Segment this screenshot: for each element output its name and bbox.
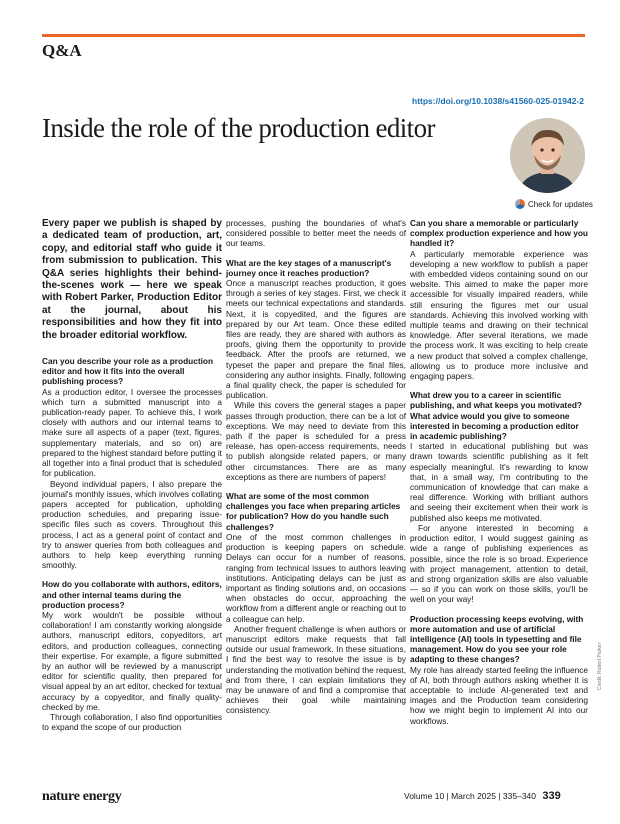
section-label: Q&A	[42, 41, 82, 60]
answer-paragraph: While this covers the general stages a paper passes through production, there can be a lot of exceptions. We may need to deviate from this path if the paper is scheduled for a press release, has open-access requirements, needs to publish alongside related papers, or many other circumstances. There are as many exceptions as there are numbers of papers!	[226, 400, 406, 482]
answer-paragraph: A particularly memorable experience was developing a new workflow to publish a paper with embedded videos containing sound on our website. This aimed to make the paper more accessible for visually impaired readers, while still ensuring the figures met our usual standards. Achieving this involved working with multiple teams and drawing on their technical knowledge. After several iterations, we made the process work. It was exciting to help create a new product that solved a complex challenge, allowing us to produce more inclusive and engaging papers.	[410, 248, 588, 382]
page-title: Inside the role of the production editor	[42, 113, 435, 143]
column-2	[226, 218, 406, 716]
author-portrait	[510, 118, 585, 193]
question-heading: What are the key stages of a manuscript's journey once it reaches production?	[226, 257, 392, 278]
answer-paragraph: Once a manuscript reaches production, it goes through a series of key stages. First, we check it meets our technical expectations and standards. Next, it is copyedited, and the figures are prepared by our Art team. Once these edited files are ready, they are shared with authors as proofs, giving them the opportunity to provide feedback. After the proofs are returned, we typeset the paper and prepare the final files, considering any author insights. Finally, following a final quality check, the paper is scheduled for publication.	[226, 278, 406, 401]
doi-link[interactable]: https://doi.org/10.1038/s41560-025-01942-2	[412, 96, 584, 106]
answer-paragraph: One of the most common challenges in production is keeping papers on schedule. Delays can occur for a number of reasons, ranging from technical issues to authors leaving institutions. Anticipating delays can be just as important as finding solutions and, on occasions when obstacles do occur, approaching the workflow from a different angle or reaching out to a colleague can help.	[226, 531, 406, 624]
answer-paragraph: I started in educational publishing but was drawn towards scientific publishing as it felt especially meaningful. It's rewarding to know that, in a small way, I'm contributing to the communication of knowledge that can make a real difference. Working with brilliant authors and seeing their excitement when their work is published also keeps me motivated.	[410, 441, 588, 523]
question-heading: What are some of the most common challenges you face when preparing articles for publication? How do you handle such challenges?	[226, 491, 401, 532]
photo-credit: Credit: Robert Parker	[597, 642, 603, 690]
crossmark-icon	[515, 199, 525, 209]
check-for-updates-label: Check for updates	[528, 199, 593, 209]
footer-citation	[404, 790, 561, 802]
answer-paragraph: My role has already started feeling the influence of AI, both through authors asking whether it is acceptable to include AI-generated text and images and the Production team considering how we might begin to implement AI into our workflows.	[410, 664, 588, 726]
answer-paragraph: Another frequent challenge is when authors or manuscript editors make requests that fall outside our usual framework. In these situations, I find the best way to resolve the issue is by understanding the motivation behind the request, and from there, I can explain limitations they may be unaware of and find a compromise that achieves their goal while maintaining consistency.	[226, 623, 406, 716]
question-heading: Production processing keeps evolving, with more automation and use of artificial intelligence (AI) tools in typesetting and file management. How do you see your role adapting to these changes?	[410, 613, 584, 665]
journal-name: nature energy	[42, 789, 122, 804]
answer-paragraph: As a production editor, I oversee the processes which turn a submitted manuscript into a publication-ready paper. To achieve this, I work closely with authors and our internal teams to make sure all aspects of a paper (text, figures, supplementary materials, and so on) are prepared to the highest standard before putting it all together into a final product that is scheduled for publication.	[42, 386, 222, 479]
column-1	[42, 218, 222, 732]
question-heading: Can you share a memorable or particularly complex production experience and how you handled it?	[410, 218, 588, 249]
answer-paragraph: processes, pushing the boundaries of what's considered possible to better meet the needs of our teams.	[226, 218, 406, 249]
page-number: 339	[542, 790, 561, 802]
answer-paragraph: For anyone interested in becoming a production editor, I would suggest gaining as wide a range of publishing experiences as possible, since the role is so broad. Experience with project management, attention to detail, and strong organization skills are also valuable — so if you can work on those skills, you'll be well on your way!	[410, 522, 588, 605]
column-3	[410, 218, 588, 726]
volume-info: Volume 10 | March 2025 | 335–340	[404, 791, 537, 801]
question-heading: How do you collaborate with authors, editors, and other internal teams during the production process?	[42, 579, 222, 610]
portrait-photo	[510, 118, 585, 193]
answer-paragraph: My work wouldn't be possible without collaboration! I am constantly working alongside authors, manuscript editors, copyeditors, art editors, and production colleagues, connecting their expertise. For example, a figure submitted by an author will be reviewed by a manuscript editor for scientific quality, then prepared for visual appeal by an art editor, checked for textual accuracy by a copyeditor, and finally quality-checked by me.	[42, 609, 222, 712]
question-heading: What drew you to a career in scientific publishing, and what keeps you motivated? What advice would you give to someone interested in becoming a production editor in academic publishing?	[410, 390, 582, 442]
answer-paragraph: Beyond individual papers, I also prepare the journal's monthly issues, which involves collating papers accepted for publication, upholding production schedules, and preparing issue-specific files such as covers. Throughout this process, I act as a general point of contact and try to answer queries from both colleagues and authors to help keep everything running smoothly.	[42, 478, 222, 571]
check-for-updates-button[interactable]	[515, 199, 593, 209]
section-rule	[42, 34, 585, 37]
answer-paragraph: Through collaboration, I also find opportunities to expand the scope of our production	[42, 711, 222, 733]
question-heading: Can you describe your role as a production editor and how it fits into the overall publishing process?	[42, 356, 214, 387]
standfirst: Every paper we publish is shaped by a dedicated team of production, art, copy, and editorial staff who guide it from submission to publication. This Q&A series highlights their behind-the-scenes work — here we speak with Robert Parker, Production Editor at the journal, about his responsibilities and how they fit into the broader editorial workflow.	[42, 218, 222, 341]
